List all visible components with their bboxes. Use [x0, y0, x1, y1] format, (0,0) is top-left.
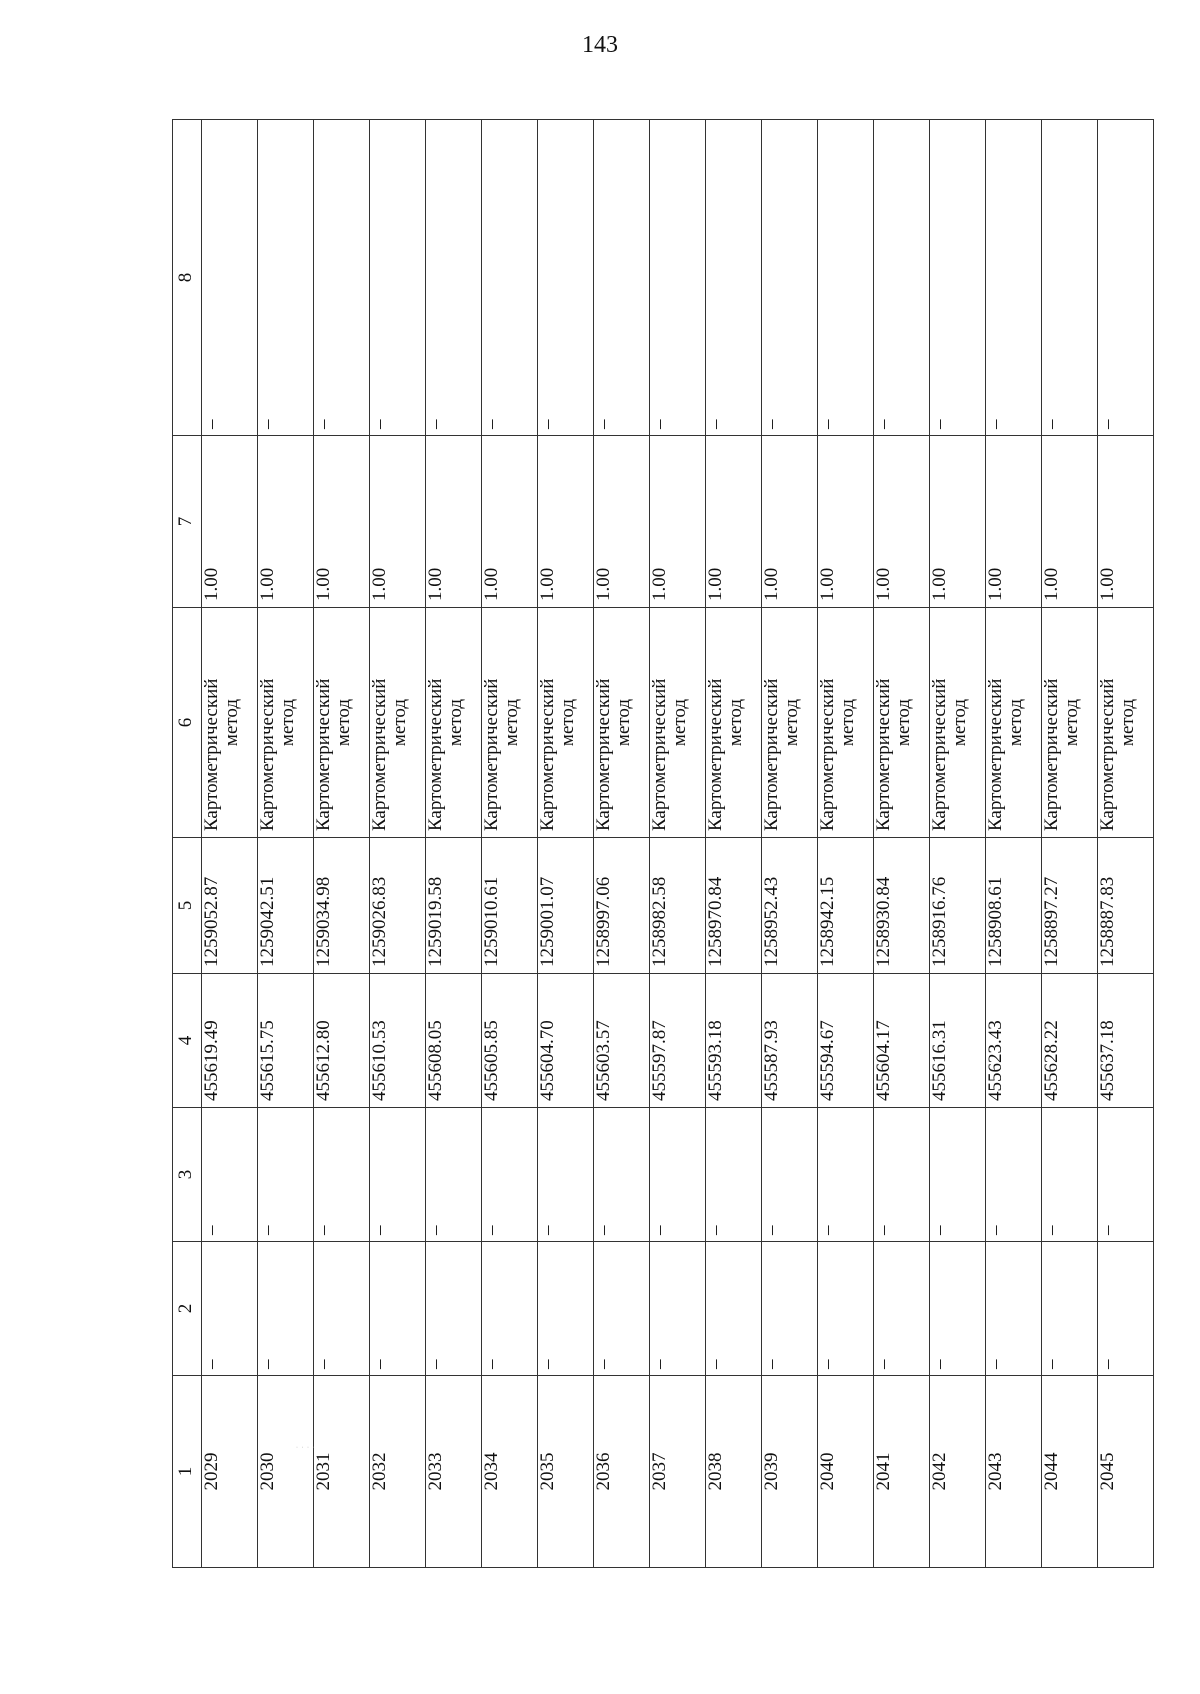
- point-number-cell: 2034: [482, 1376, 538, 1568]
- column-header-1: 1: [173, 1376, 202, 1568]
- method-text-line1: Картометрический: [985, 678, 1006, 831]
- column-header-8: 8: [173, 120, 202, 436]
- dash-cell: –: [1042, 1108, 1098, 1242]
- table-row: [594, 120, 650, 1568]
- method-cell: [314, 608, 370, 838]
- y-coordinate-cell: 1258970.84: [706, 838, 762, 974]
- x-coordinate-cell: 455616.31: [930, 974, 986, 1108]
- dash-cell: –: [314, 120, 370, 436]
- accuracy-cell: 1.00: [1098, 436, 1154, 608]
- dash-cell: –: [818, 1108, 874, 1242]
- method-cell: [538, 608, 594, 838]
- method-text-line1: Картометрический: [313, 678, 334, 831]
- dash-cell: –: [594, 1242, 650, 1376]
- accuracy-cell: 1.00: [930, 436, 986, 608]
- x-coordinate-cell: 455608.05: [426, 974, 482, 1108]
- column-header-3: 3: [173, 1108, 202, 1242]
- method-text-line2: метод: [445, 698, 466, 747]
- y-coordinate-cell: 1259042.51: [258, 838, 314, 974]
- dash-cell: –: [818, 1242, 874, 1376]
- method-text-line1: Картометрический: [257, 678, 278, 831]
- method-text-line2: метод: [277, 698, 298, 747]
- dash-cell: –: [706, 1242, 762, 1376]
- dash-cell: –: [762, 1242, 818, 1376]
- y-coordinate-cell: 1259010.61: [482, 838, 538, 974]
- point-number-cell: 2043: [986, 1376, 1042, 1568]
- x-coordinate-cell: 455603.57: [594, 974, 650, 1108]
- dash-cell: –: [538, 1108, 594, 1242]
- y-coordinate-cell: 1258887.83: [1098, 838, 1154, 974]
- point-number-cell: 2045: [1098, 1376, 1154, 1568]
- dash-cell: –: [370, 1242, 426, 1376]
- method-text-line2: метод: [333, 698, 354, 747]
- accuracy-cell: 1.00: [482, 436, 538, 608]
- y-coordinate-cell: 1258930.84: [874, 838, 930, 974]
- method-text-line1: Картометрический: [817, 678, 838, 831]
- dash-cell: –: [1098, 1108, 1154, 1242]
- dash-cell: –: [426, 120, 482, 436]
- dash-cell: –: [650, 1108, 706, 1242]
- accuracy-cell: 1.00: [314, 436, 370, 608]
- method-text-line2: метод: [781, 698, 802, 747]
- method-text-line1: Картометрический: [481, 678, 502, 831]
- table-row: [874, 120, 930, 1568]
- dash-cell: –: [986, 1108, 1042, 1242]
- method-text-line1: Картометрический: [929, 678, 950, 831]
- table-row: [482, 120, 538, 1568]
- coordinates-table-container: [172, 120, 1144, 1568]
- dash-cell: –: [986, 120, 1042, 436]
- dash-cell: –: [930, 120, 986, 436]
- method-text-line2: метод: [613, 698, 634, 747]
- method-text-line1: Картометрический: [873, 678, 894, 831]
- x-coordinate-cell: 455615.75: [258, 974, 314, 1108]
- y-coordinate-cell: 1259019.58: [426, 838, 482, 974]
- x-coordinate-cell: 455594.67: [818, 974, 874, 1108]
- dash-cell: –: [874, 120, 930, 436]
- dash-cell: –: [874, 1108, 930, 1242]
- page-number: 143: [582, 32, 618, 58]
- x-coordinate-cell: 455619.49: [202, 974, 258, 1108]
- y-coordinate-cell: 1258916.76: [930, 838, 986, 974]
- method-text-line2: метод: [1005, 698, 1026, 747]
- method-text-line1: Картометрический: [649, 678, 670, 831]
- dash-cell: –: [538, 1242, 594, 1376]
- accuracy-cell: 1.00: [258, 436, 314, 608]
- method-cell: [930, 608, 986, 838]
- method-text-line1: Картометрический: [1097, 678, 1118, 831]
- method-text-line2: метод: [557, 698, 578, 747]
- dash-cell: –: [706, 1108, 762, 1242]
- x-coordinate-cell: 455597.87: [650, 974, 706, 1108]
- dash-cell: –: [930, 1108, 986, 1242]
- method-cell: [706, 608, 762, 838]
- dash-cell: –: [314, 1242, 370, 1376]
- dash-cell: –: [370, 120, 426, 436]
- y-coordinate-cell: 1259052.87: [202, 838, 258, 974]
- table-row: [986, 120, 1042, 1568]
- method-text-line2: метод: [221, 698, 242, 747]
- method-text-line2: метод: [837, 698, 858, 747]
- x-coordinate-cell: 455587.93: [762, 974, 818, 1108]
- accuracy-cell: 1.00: [706, 436, 762, 608]
- dash-cell: –: [1098, 1242, 1154, 1376]
- table-row: [762, 120, 818, 1568]
- point-number-cell: 2029: [202, 1376, 258, 1568]
- table-header-row: [173, 120, 202, 1568]
- y-coordinate-cell: 1259034.98: [314, 838, 370, 974]
- point-number-cell: 2032: [370, 1376, 426, 1568]
- dash-cell: –: [370, 1108, 426, 1242]
- method-text-line1: Картометрический: [369, 678, 390, 831]
- table-row: [818, 120, 874, 1568]
- dash-cell: –: [986, 1242, 1042, 1376]
- point-number-cell: 2030: [258, 1376, 314, 1568]
- dash-cell: –: [594, 1108, 650, 1242]
- accuracy-cell: 1.00: [1042, 436, 1098, 608]
- dash-cell: –: [594, 120, 650, 436]
- dash-cell: –: [202, 120, 258, 436]
- dash-cell: –: [202, 1108, 258, 1242]
- column-header-5: 5: [173, 838, 202, 974]
- accuracy-cell: 1.00: [594, 436, 650, 608]
- dash-cell: –: [650, 1242, 706, 1376]
- method-cell: [202, 608, 258, 838]
- dash-cell: –: [762, 1108, 818, 1242]
- dash-cell: –: [258, 1242, 314, 1376]
- dash-cell: –: [874, 1242, 930, 1376]
- point-number-cell: 2035: [538, 1376, 594, 1568]
- method-cell: [986, 608, 1042, 838]
- method-cell: [874, 608, 930, 838]
- table-row: [314, 120, 370, 1568]
- y-coordinate-cell: 1258908.61: [986, 838, 1042, 974]
- accuracy-cell: 1.00: [370, 436, 426, 608]
- dash-cell: –: [762, 120, 818, 436]
- y-coordinate-cell: 1258982.58: [650, 838, 706, 974]
- method-text-line2: метод: [725, 698, 746, 747]
- dash-cell: –: [706, 120, 762, 436]
- accuracy-cell: 1.00: [650, 436, 706, 608]
- y-coordinate-cell: 1259026.83: [370, 838, 426, 974]
- method-cell: [650, 608, 706, 838]
- point-number-cell: 2031: [314, 1376, 370, 1568]
- method-cell: [818, 608, 874, 838]
- method-cell: [1042, 608, 1098, 838]
- point-number-cell: 2041: [874, 1376, 930, 1568]
- dash-cell: –: [482, 1242, 538, 1376]
- dash-cell: –: [1042, 1242, 1098, 1376]
- x-coordinate-cell: 455605.85: [482, 974, 538, 1108]
- method-text-line1: Картометрический: [425, 678, 446, 831]
- column-header-7: 7: [173, 436, 202, 608]
- point-number-cell: 2038: [706, 1376, 762, 1568]
- dash-cell: –: [426, 1108, 482, 1242]
- x-coordinate-cell: 455628.22: [1042, 974, 1098, 1108]
- table-body: [202, 120, 1154, 1568]
- table-row: [650, 120, 706, 1568]
- dash-cell: –: [1098, 120, 1154, 436]
- x-coordinate-cell: 455604.70: [538, 974, 594, 1108]
- dash-cell: –: [482, 1108, 538, 1242]
- x-coordinate-cell: 455593.18: [706, 974, 762, 1108]
- method-text-line1: Картометрический: [705, 678, 726, 831]
- point-number-cell: 2042: [930, 1376, 986, 1568]
- point-number-cell: 2037: [650, 1376, 706, 1568]
- column-header-2: 2: [173, 1242, 202, 1376]
- table-row: [930, 120, 986, 1568]
- table-row: [1042, 120, 1098, 1568]
- y-coordinate-cell: 1258942.15: [818, 838, 874, 974]
- method-text-line1: Картометрический: [761, 678, 782, 831]
- dash-cell: –: [426, 1242, 482, 1376]
- method-text-line2: метод: [669, 698, 690, 747]
- table-row: [538, 120, 594, 1568]
- method-cell: [594, 608, 650, 838]
- method-text-line2: метод: [1117, 698, 1138, 747]
- x-coordinate-cell: 455612.80: [314, 974, 370, 1108]
- column-header-6: 6: [173, 608, 202, 838]
- point-number-cell: 2033: [426, 1376, 482, 1568]
- table-row: [370, 120, 426, 1568]
- method-text-line1: Картометрический: [537, 678, 558, 831]
- dash-cell: –: [314, 1108, 370, 1242]
- table-row: [202, 120, 258, 1568]
- accuracy-cell: 1.00: [818, 436, 874, 608]
- dash-cell: –: [930, 1242, 986, 1376]
- point-number-cell: 2040: [818, 1376, 874, 1568]
- dash-cell: –: [650, 120, 706, 436]
- dash-cell: –: [258, 1108, 314, 1242]
- method-text-line1: Картометрический: [593, 678, 614, 831]
- point-number-cell: 2039: [762, 1376, 818, 1568]
- x-coordinate-cell: 455637.18: [1098, 974, 1154, 1108]
- accuracy-cell: 1.00: [538, 436, 594, 608]
- method-text-line1: Картометрический: [1041, 678, 1062, 831]
- y-coordinate-cell: 1259001.07: [538, 838, 594, 974]
- x-coordinate-cell: 455604.17: [874, 974, 930, 1108]
- y-coordinate-cell: 1258997.06: [594, 838, 650, 974]
- dash-cell: –: [538, 120, 594, 436]
- table-row: [1098, 120, 1154, 1568]
- method-text-line2: метод: [389, 698, 410, 747]
- point-number-cell: 2044: [1042, 1376, 1098, 1568]
- method-cell: [1098, 608, 1154, 838]
- method-cell: [258, 608, 314, 838]
- dash-cell: –: [482, 120, 538, 436]
- method-text-line2: метод: [1061, 698, 1082, 747]
- scan-artifact: · · · ·: [296, 1445, 316, 1451]
- coordinates-table: [172, 119, 1154, 1568]
- column-header-4: 4: [173, 974, 202, 1108]
- dash-cell: –: [818, 120, 874, 436]
- accuracy-cell: 1.00: [986, 436, 1042, 608]
- table-row: [258, 120, 314, 1568]
- x-coordinate-cell: 455623.43: [986, 974, 1042, 1108]
- dash-cell: –: [202, 1242, 258, 1376]
- y-coordinate-cell: 1258897.27: [1042, 838, 1098, 974]
- method-cell: [370, 608, 426, 838]
- table-row: [706, 120, 762, 1568]
- method-cell: [762, 608, 818, 838]
- accuracy-cell: 1.00: [202, 436, 258, 608]
- table-row: [426, 120, 482, 1568]
- method-text-line1: Картометрический: [201, 678, 222, 831]
- accuracy-cell: 1.00: [426, 436, 482, 608]
- point-number-cell: 2036: [594, 1376, 650, 1568]
- method-text-line2: метод: [949, 698, 970, 747]
- method-cell: [482, 608, 538, 838]
- method-text-line2: метод: [893, 698, 914, 747]
- method-cell: [426, 608, 482, 838]
- y-coordinate-cell: 1258952.43: [762, 838, 818, 974]
- dash-cell: –: [1042, 120, 1098, 436]
- dash-cell: –: [258, 120, 314, 436]
- accuracy-cell: 1.00: [762, 436, 818, 608]
- rotated-table-frame: [172, 120, 1144, 1568]
- x-coordinate-cell: 455610.53: [370, 974, 426, 1108]
- method-text-line2: метод: [501, 698, 522, 747]
- accuracy-cell: 1.00: [874, 436, 930, 608]
